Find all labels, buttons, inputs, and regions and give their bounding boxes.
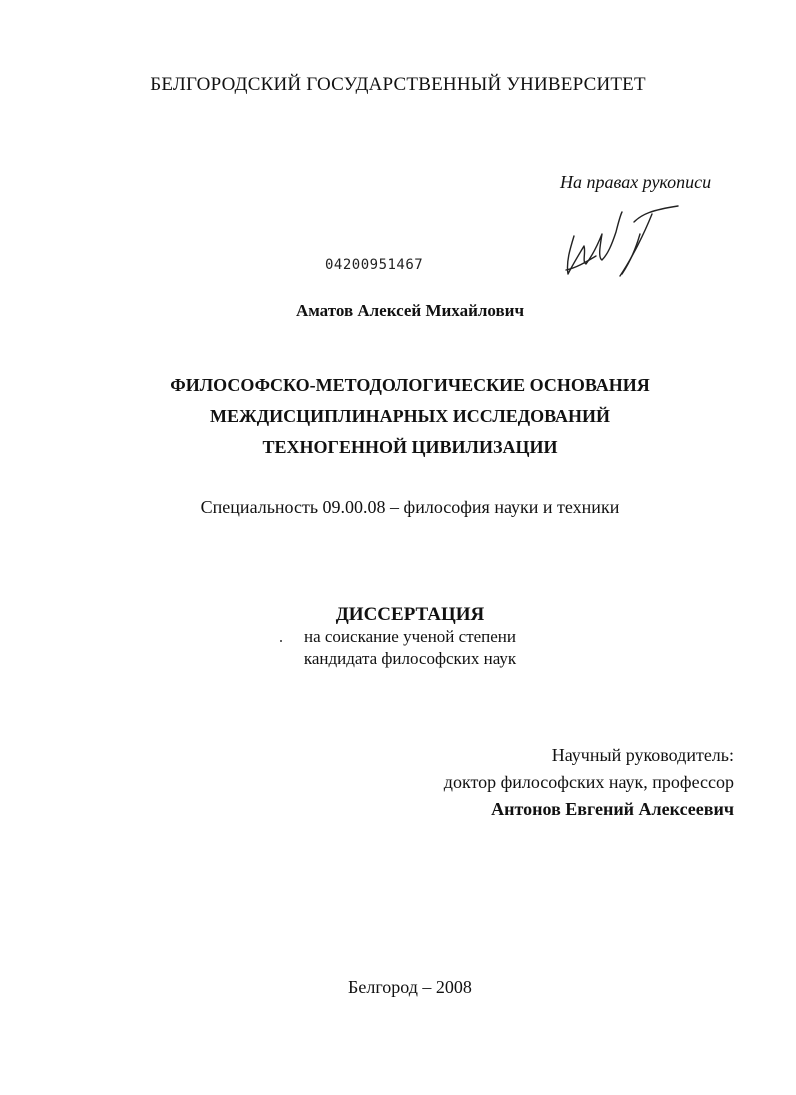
- degree-line-1: на соискание ученой степени: [303, 627, 517, 646]
- university-name: БЕЛГОРОДСКИЙ ГОСУДАРСТВЕННЫЙ УНИВЕРСИТЕТ: [150, 74, 646, 95]
- title-line: МЕЖДИСЦИПЛИНАРНЫХ ИССЛЕДОВАНИЙ: [210, 406, 610, 426]
- dissertation-heading: ДИССЕРТАЦИЯ: [335, 604, 485, 625]
- supervisor-name: Антонов Евгений Алексеевич: [491, 799, 734, 819]
- author-name: Аматов Алексей Михайлович: [295, 301, 525, 320]
- supervisor-label: Научный руководитель:: [551, 745, 734, 765]
- supervisor-degree: доктор философских наук, профессор: [443, 772, 734, 792]
- manuscript-note: На правах рукописи: [560, 172, 712, 192]
- dissertation-title: [0, 370, 796, 463]
- registration-code: 04200951467: [325, 257, 424, 273]
- specialty-line: Специальность 09.00.08 – философия науки и техники: [200, 497, 620, 517]
- stray-dot: [280, 640, 282, 642]
- city-year: Белгород – 2008: [348, 977, 472, 997]
- dissertation-block: [0, 604, 796, 670]
- title-line: ФИЛОСОФСКО-МЕТОДОЛОГИЧЕСКИЕ ОСНОВАНИЯ: [170, 375, 650, 395]
- supervisor-block: [444, 742, 734, 823]
- title-line: ТЕХНОГЕННОЙ ЦИВИЛИЗАЦИИ: [262, 437, 558, 457]
- handwritten-signature: [556, 204, 696, 284]
- degree-line-2: кандидата философских наук: [303, 649, 517, 668]
